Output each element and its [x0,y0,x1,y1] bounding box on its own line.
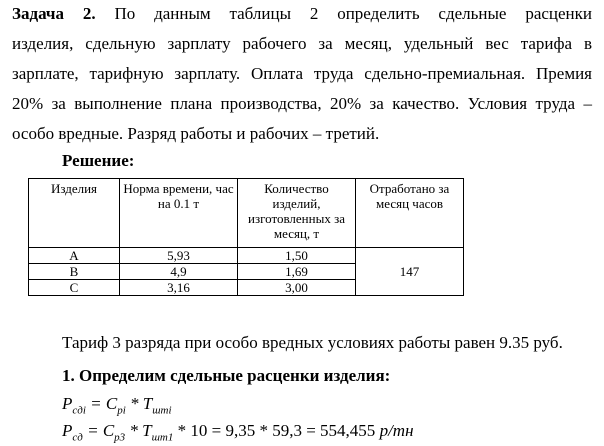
header-items: Изделия [29,179,120,248]
table-header-row [29,179,464,248]
header-norm: Норма времени, час на 0.1 т [120,179,238,248]
task-line-1 [12,4,592,24]
header-hours: Отработано за месяц часов [356,179,464,248]
cell-item: B [29,264,120,280]
step1-heading: 1. Определим сдельные расценки изделия: [62,366,391,385]
solution-label: Решение: [62,151,135,170]
cell-qty: 1,50 [238,248,356,264]
task-line-5: особо вредные. Разряд работы и рабочих – третий. [12,124,380,143]
cell-qty: 3,00 [238,280,356,296]
formula-calculation: $P_{сд} = C_{p3} * T_{шт1} * 10 = 9,35 * 59,3 = 554,455$ р/тн [62,421,414,444]
cell-norm: 4,9 [120,264,238,280]
table-row [29,248,464,264]
header-quantity: Количество изделий, изготовленных за месяц, т [238,179,356,248]
cell-norm: 3,16 [120,280,238,296]
task-title: Задача 2. [12,4,96,23]
cell-qty: 1,69 [238,264,356,280]
cell-item: A [29,248,120,264]
formula-unit: р/тн [379,421,414,440]
task-text-1: По данным таблицы 2 определить сдельные расценки [114,4,593,23]
cell-item: C [29,280,120,296]
cell-norm: 5,93 [120,248,238,264]
tariff-text: Тариф 3 разряда при особо вредных условиях работы равен 9.35 руб. [62,333,563,352]
data-table [28,178,464,296]
task-line-4: 20% за выполнение плана производства, 20% за качество. Условия труда – [12,94,592,113]
task-line-2: изделия, сдельную зарплату рабочего за месяц, удельный вес тарифа в [12,34,592,53]
task-line-3: зарплате, тарифную зарплату. Оплата труда сдельно-премиальная. Премия [12,64,592,83]
cell-hours: 147 [356,248,464,296]
formula-general: $P_{сдi} = C_{pi} * T_{штi}$ [62,394,172,417]
